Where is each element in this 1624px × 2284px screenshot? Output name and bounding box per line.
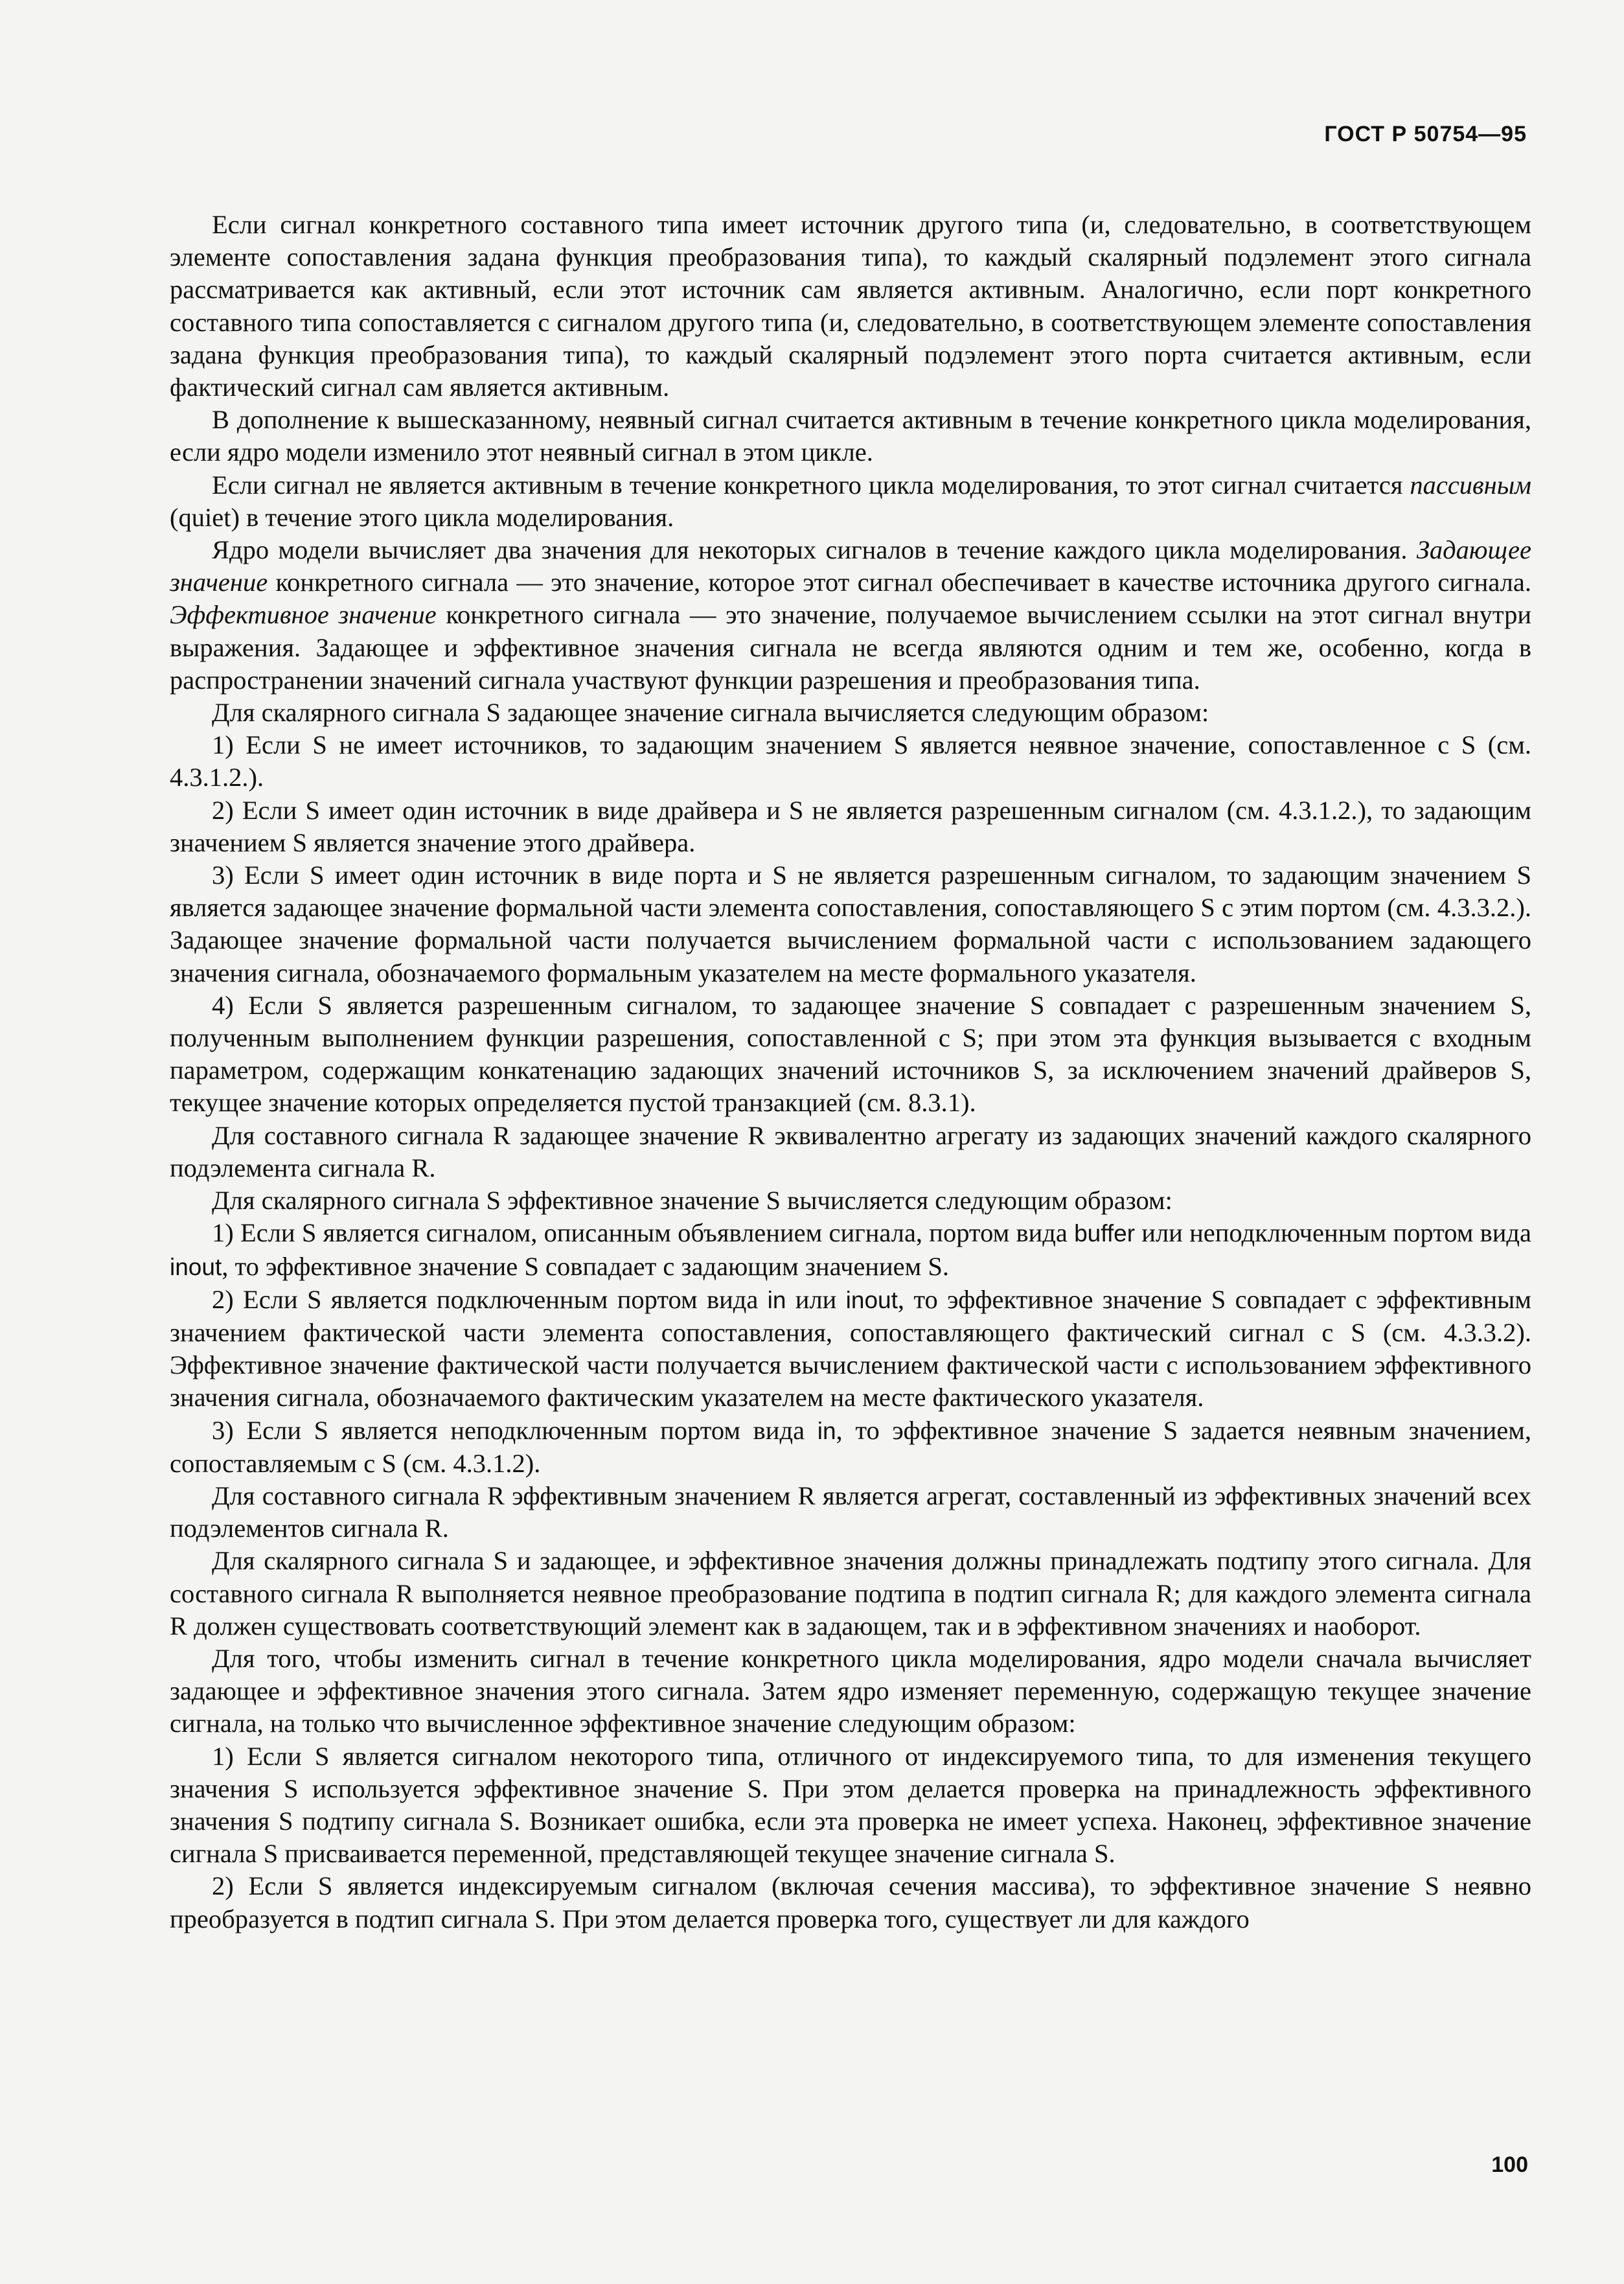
paragraph	[170, 729, 1531, 794]
keyword: in	[817, 1417, 836, 1444]
text-run: 1) Если S является сигналом, описанным объявлением сигнала, портом вида	[212, 1218, 1075, 1248]
paragraph	[170, 1184, 1531, 1217]
paragraph	[170, 1480, 1531, 1545]
text-run: Если сигнал конкретного составного типа имеет источник другого типа (и, следовательно, в соответствующем элементе сопоставления задана функция преобразования типа), то каждый скалярный подэлемент этого сигнала рассматривается как активный, если этот источник сам является активным. Аналогично, если порт конкретного составного типа сопоставляется с сигналом другого типа (и, следовательно, в соответствующем элементе сопоставления задана функция преобразования типа), то каждый скалярный подэлемент этого порта считается активным, если фактический сигнал сам является активным.	[170, 210, 1531, 402]
text-run: 2) Если S является индексируемым сигналом (включая сечения массива), то эффективное значение S неявно преобразуется в подтип сигнала S. При этом делается проверка того, существует ли для каждого	[170, 1871, 1531, 1933]
text-run: В дополнение к вышесказанному, неявный сигнал считается активным в течение конкретного цикла моделирования, если ядро модели изменило этот неявный сигнал в этом цикле.	[170, 405, 1531, 467]
keyword: in	[767, 1286, 786, 1313]
text-run: Ядро модели вычисляет два значения для некоторых сигналов в течение каждого цикла моделирования.	[212, 535, 1417, 565]
text-run: , то эффективное значение S совпадает с эффективным значением фактической части элемента сопоставления, сопоставляющего фактический сигнал с S (см. 4.3.3.2). Эффективное значение фактической части получается вычислением фактической части с использованием эффективного значения сигнала, обозначаемого фактическим указателем на месте фактического указателя.	[170, 1284, 1531, 1413]
paragraph	[170, 1414, 1531, 1480]
keyword: inout	[845, 1286, 898, 1313]
paragraph	[170, 1120, 1531, 1184]
text-run: Если сигнал не является активным в течение конкретного цикла моделирования, то этот сигнал считается	[212, 470, 1410, 500]
text-run: , то эффективное значение S совпадает с задающим значением S.	[222, 1251, 950, 1281]
term-italic: Задающее значение	[170, 535, 1531, 597]
text-run: (quiet) в течение этого цикла моделирования.	[170, 502, 674, 532]
paragraph	[170, 1870, 1531, 1935]
paragraph	[170, 469, 1531, 534]
text-run: 2) Если S является подключенным портом вида	[212, 1284, 768, 1314]
text-run: Для скалярного сигнала S задающее значение сигнала вычисляется следующим образом:	[212, 698, 1209, 728]
keyword: inout	[170, 1253, 222, 1280]
paragraph	[170, 404, 1531, 468]
keyword: buffer	[1074, 1220, 1136, 1247]
paragraph	[170, 1284, 1531, 1414]
paragraph	[170, 859, 1531, 989]
text-run: 2) Если S имеет один источник в виде драйвера и S не является разрешенным сигналом (см. 4.3.1.2.), то задающим значением S является значение этого драйвера.	[170, 795, 1531, 857]
term-italic: Эффективное значение	[170, 600, 437, 630]
paragraph	[170, 1217, 1531, 1283]
document-body	[170, 209, 1531, 1935]
text-run: Для составного сигнала R задающее значение R эквивалентно агрегату из задающих значений каждого скалярного подэлемента сигнала R.	[170, 1120, 1531, 1182]
text-run: Для скалярного сигнала S и задающее, и эффективное значения должны принадлежать подтипу этого сигнала. Для составного сигнала R выполняется неявное преобразование подтипа в подтип сигнала R; для каждого элемента сигнала R должен существовать соответствующий элемент как в задающем, так и в эффективном значениях и наоборот.	[170, 1546, 1531, 1641]
text-run: или	[786, 1284, 846, 1314]
text-run: или неподключенным портом вида	[1135, 1218, 1531, 1248]
text-run: 3) Если S является неподключенным портом вида	[212, 1415, 818, 1445]
text-run: 3) Если S имеет один источник в виде порта и S не является разрешенным сигналом, то задающим значением S является задающее значение формальной части элемента сопоставления, сопоставляющего S с этим портом (см. 4.3.3.2.). Задающее значение формальной части получается вычислением формальной части с использованием задающего значения сигнала, обозначаемого формальным указателем на месте формального указателя.	[170, 860, 1531, 987]
paragraph	[170, 794, 1531, 859]
paragraph	[170, 989, 1531, 1120]
text-run: Для того, чтобы изменить сигнал в течение конкретного цикла моделирования, ядро модели сначала вычисляет задающее и эффективное значения этого сигнала. Затем ядро изменяет переменную, содержащую текущее значение сигнала, на только что вычисленное эффективное значение следующим образом:	[170, 1643, 1531, 1738]
text-run: конкретного сигнала — это значение, получаемое вычислением ссылки на этот сигнал внутри выражения. Задающее и эффективное значения сигнала не всегда являются одним и тем же, особенно, когда в распространении значений сигнала участвуют функции разрешения и преобразования типа.	[170, 600, 1531, 695]
text-run: Для составного сигнала R эффективным значением R является агрегат, составленный из эффективных значений всех подэлементов сигнала R.	[170, 1481, 1531, 1543]
paragraph	[170, 1643, 1531, 1740]
text-run: 4) Если S является разрешенным сигналом, то задающее значение S совпадает с разрешенным значением S, полученным выполнением функции разрешения, сопоставленной с S; при этом эта функция вызывается с входным параметром, содержащим конкатенацию задающих значений источников S, за исключением значений драйверов S, текущее значение которых определяется пустой транзакцией (см. 8.3.1).	[170, 990, 1531, 1118]
paragraph	[170, 534, 1531, 697]
text-run: Для скалярного сигнала S эффективное значение S вычисляется следующим образом:	[212, 1186, 1172, 1216]
text-run: , то эффективное значение S задается неявным значением, сопоставляемым с S (см. 4.3.1.2).	[170, 1415, 1531, 1478]
page-number: 100	[1491, 2152, 1528, 2177]
term-italic: пассивным	[1410, 470, 1531, 500]
paragraph	[170, 209, 1531, 404]
text-run: 1) Если S является сигналом некоторого типа, отличного от индексируемого типа, то для изменения текущего значения S используется эффективное значение S. При этом делается проверка на принадлежность эффективного значения S подтипу сигнала S. Возникает ошибка, если эта проверка не имеет успеха. Наконец, эффективное значение сигнала S присваивается переменной, представляющей текущее значение сигнала S.	[170, 1741, 1531, 1869]
paragraph	[170, 1740, 1531, 1871]
paragraph	[170, 1545, 1531, 1643]
text-run: конкретного сигнала — это значение, которое этот сигнал обеспечивает в качестве источника другого сигнала.	[268, 568, 1531, 597]
paragraph	[170, 697, 1531, 729]
text-run: 1) Если S не имеет источников, то задающим значением S является неявное значение, сопоставленное с S (см. 4.3.1.2.).	[170, 730, 1531, 792]
document-code: ГОСТ Р 50754—95	[1324, 122, 1527, 146]
